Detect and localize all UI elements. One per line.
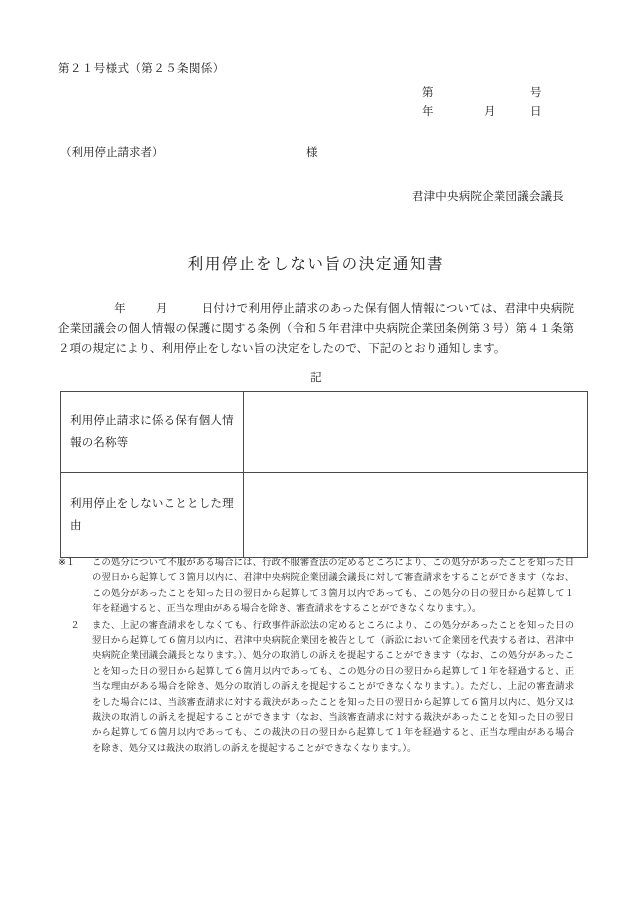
document-meta-block: [422, 84, 574, 122]
page-title: 利用停止をしない旨の決定通知書: [187, 256, 445, 273]
table-row-label-name-of-information: 利用停止請求に係る保有個人情報の名称等: [61, 392, 244, 473]
footnote-text-1: この処分について不服がある場合には、行政不服審査法の定めるところにより、この処分があったことを知った日の翌日から起算して３箇月以内に、君津中央病院企業団議会議長に対して審査請求をすることができます（なお、この処分があったことを知った日の翌日から起算して３箇月以内であっても、この処分の日の翌日から起算して１年を経過すると、正当な理由がある場合を除き、審査請求をすることができなくなります。）。: [92, 558, 574, 615]
table-row-label-reason: 利用停止をしないこととした理由: [61, 473, 244, 558]
issuer-name: 君津中央病院企業団議会議長: [411, 191, 564, 203]
document-date-row: [422, 103, 574, 122]
table-row: [61, 473, 588, 558]
footnote-marker-2: ２: [70, 620, 80, 631]
table-row-value-name-of-information[interactable]: [244, 392, 588, 473]
document-number-prefix: 第: [422, 87, 434, 99]
footnotes-block: [58, 556, 574, 758]
document-sheet: [58, 0, 574, 903]
document-number-row: [422, 84, 574, 103]
footnote-item-2: [58, 619, 574, 758]
table-row-value-reason[interactable]: [244, 473, 588, 558]
date-year-label: 年: [422, 106, 434, 118]
body-date-month: 月: [155, 303, 168, 315]
date-day-label: 日: [530, 106, 542, 118]
information-table: [60, 391, 588, 558]
addressee-label: （利用停止請求者）: [60, 147, 164, 159]
body-paragraph: [58, 299, 574, 359]
table-row: [61, 392, 588, 473]
body-date-year: 年: [114, 303, 126, 315]
document-number-blank: [484, 84, 530, 103]
form-number: 第２１号様式（第２５条関係）: [58, 63, 225, 75]
body-main-text: 日付けで利用停止請求のあった保有個人情報については、君津中央病院企業団議会の個人情報の保護に関する条例（令和５年君津中央病院企業団条例第３号）第４１条第２項の規定により、利用停止をしない旨の決定をしたので、下記のとおり通知します。: [58, 303, 574, 355]
document-number-suffix: 号: [530, 87, 542, 99]
date-month-label: 月: [484, 106, 496, 118]
footnote-item-1: [58, 556, 574, 618]
footnote-marker-1: ※１: [58, 558, 76, 568]
kiji-marker: 記: [310, 372, 322, 384]
addressee-honorific: 様: [306, 147, 318, 159]
footnote-text-2: また、上記の審査請求をしなくても、行政事件訴訟法の定めるところにより、この処分があったことを知った日の翌日から起算して６箇月以内に、君津中央病院企業団を被告として（訴訟において企業団を代表する者は、君津中央病院企業団議会議長となります。）、処分の取消しの訴えを提起することができます（なお、この処分があったことを知った日の翌日から起算して６箇月以内であっても、この処分の日の翌日から起算して１年を経過すると、正当な理由がある場合を除き、処分の取消しの訴えを提起することができなくなります。）。ただし、上記の審査請求をした場合には、当該審査請求に対する裁決があったことを知った日の翌日から起算して６箇月以内に、処分又は裁決の取消しの訴えを提起することができます（なお、当該審査請求に対する裁決があったことを知った日の翌日から起算して６箇月以内であっても、この裁決の日の翌日から起算して１年を経過すると、正当な理由がある場合を除き、処分又は裁決の取消しの訴えを提起することができなくなります。）。: [92, 620, 574, 754]
